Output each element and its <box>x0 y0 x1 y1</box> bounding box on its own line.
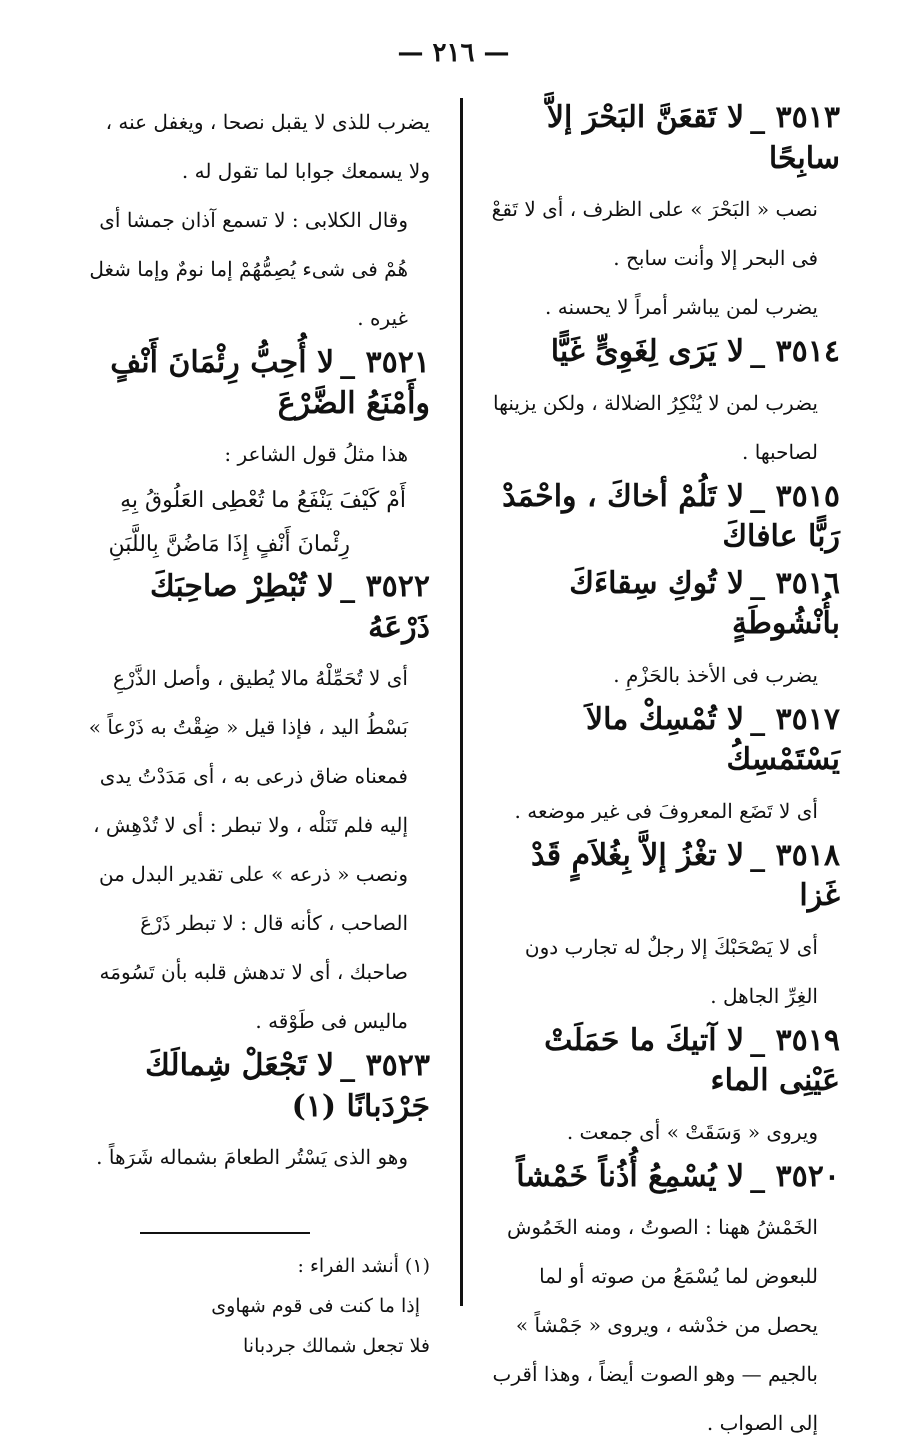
entry-proverb: لا آتيكَ ما حَمَلَتْ عَيْنِى الماء <box>544 1022 840 1098</box>
entry-number: ٣٥١٦ _ <box>750 565 840 601</box>
left-column <box>88 98 430 1366</box>
entry-heading <box>488 700 840 781</box>
entry-explanation: هذا مثلُ قول الشاعر : <box>224 442 408 466</box>
footnote-verse: إذا ما كنت فى قوم شهاوى <box>211 1295 420 1317</box>
entry-proverb: لا تُمْسِكْ مالاَ يَسْتَمْسِكُ <box>586 701 840 777</box>
entry-proverb: لا تَقعَنَّ البَحْرَ إلاَّ سابِحًا <box>546 100 840 176</box>
entry-explanation: وهو الذى يَسْتُر الطعامَ بشماله شَرَهاً . <box>96 1145 408 1169</box>
verse-line: أَمْ كَيْفَ يَنْفَعُ ما تُعْطِى العَلُوقُ بِهِ <box>120 488 406 513</box>
entry-explanation: نصب « البَحْرَ » على الظرف ، أى لا تَقعْ فى البحر إلا وأنت سابح . <box>491 197 818 270</box>
entry-number: ٣٥٢٣ _ <box>340 1048 430 1083</box>
footnote-verse: فلا تجعل شمالك جردبانا <box>243 1335 430 1357</box>
entry-explanation: أى لا تَضَع المعروفَ فى غير موضعه . <box>514 798 818 823</box>
entry-proverb: لا يَرَى لِغَوِىٍّ غَيًّا <box>550 334 745 369</box>
entry-heading <box>488 1021 840 1102</box>
verse-line: رِئْمانَ أَنْفٍ إِذَا مَاضُنَّ بِاللَّبَنِ <box>108 532 350 557</box>
entry-number: ٣٥١٧ _ <box>750 701 840 737</box>
entry-heading <box>488 836 840 917</box>
entry-heading <box>488 1157 840 1198</box>
entry-proverb: لا تُبْطِرْ صاحِبَكَ ذَرْعَهُ <box>150 569 430 645</box>
entry-proverb: لا تُوكِ سِقاءَكَ بأُنْشُوطَةٍ <box>569 565 840 641</box>
entry-explanation: أى لا يَصْحَبْكَ إلا رجلٌ له تجارب دون الغِرِّ الجاهل . <box>524 934 818 1008</box>
entry-usage: يضرب لمن لا يُنْكِرُ الضلالة ، ولكن يزينها لصاحبها . <box>493 390 818 464</box>
entry-number: ٣٥٢١ _ <box>340 345 430 380</box>
entry-usage: يضرب فى الأخذ بالحَزْمِ . <box>613 662 818 687</box>
entry-heading <box>88 567 430 648</box>
entry-heading <box>488 332 840 373</box>
footnote-rule <box>140 1232 310 1234</box>
entry-number: ٣٥١٥ _ <box>750 478 840 514</box>
entry-heading <box>88 1046 430 1127</box>
entry-explanation: أى لا تُحَمِّلْهُ مالا يُطيق ، وأصل الذَّرْعِ بَسْطُ اليد ، فإذا قيل « ضِقْتُ به ذَرْعاً » فمعناه ضاق ذرعى به ، أى مَدَدْتُ يدى إليه فلم تَنَلْه ، ولا تبطر : أى لا تُدْهِش ، ونصب « ذرعه » على تقدير البدل من الصاحب ، كأنه قال : لا تبطر ذَرْعَ صاحبك ، أى لا تدهش قلبه بأن تَسُومَه ماليس فى طَوْقه . <box>88 666 408 1033</box>
entry-usage: يضرب لمن يباشر أمراً لا يحسنه . <box>545 295 818 319</box>
right-column <box>488 98 840 1448</box>
entry-proverb: لا يُسْمِعُ أُذُناً خَمْشاً <box>516 1158 745 1194</box>
entry-number: ٣٥١٩ _ <box>750 1022 840 1058</box>
footnote-line: (١) أنشد الفراء : <box>297 1255 430 1277</box>
entry-number: ٣٥٢٠ _ <box>750 1158 840 1194</box>
entry-heading <box>488 98 840 179</box>
entry-number: ٣٥١٤ _ <box>750 334 840 369</box>
column-divider <box>460 98 463 1306</box>
entry-usage: يضرب للذى لا يقبل نصحا ، ويغفل عنه ، ولا يسمعك جوابا لما تقول له . <box>105 110 430 183</box>
page-number: — ٢١٦ — <box>397 38 510 68</box>
entry-heading <box>488 564 840 645</box>
entry-number: ٣٥١٨ _ <box>750 837 840 873</box>
entry-explanation: الخَمْشُ ههنا : الصوتُ ، ومنه الخَمُوش للبعوض لما يُسْمَعُ من صوته أو لما يحصل من خدْشه ، ويروى « جَمْشاً » بالجيم — وهو الصوت أيضاً ، وهذا أقرب إلى الصواب . <box>492 1215 818 1435</box>
entry-proverb: لا أُحِبُّ رِئْمَانَ أَنْفٍ وأَمْنَعُ الضَّرْعَ <box>110 345 430 421</box>
entry-heading <box>488 477 840 558</box>
entry-heading <box>88 343 430 424</box>
entry-number: ٣٥٢٢ _ <box>340 569 430 604</box>
entry-explanation: ويروى « وَسَقَتْ » أى جمعت . <box>566 1119 818 1144</box>
entry-proverb: لا تغْزُ إلاَّ بِغُلاَمٍ قَدْ غَزا <box>531 837 840 913</box>
entry-number: ٣٥١٣ _ <box>750 100 840 135</box>
entry-explanation: وقال الكلابى : لا تسمع آذان جمشا أى هُمْ فى شىء يُصِمُّهُمْ إما نومٌ وإما شغل غيره . <box>89 208 408 330</box>
entry-proverb: لا تَجْعَلْ شِمالَكَ جَرْدَبانًا (١) <box>145 1048 430 1124</box>
entry-proverb: لا تَلُمْ أخاكَ ، واحْمَدْ رَبًّا عافاكَ <box>502 478 840 554</box>
